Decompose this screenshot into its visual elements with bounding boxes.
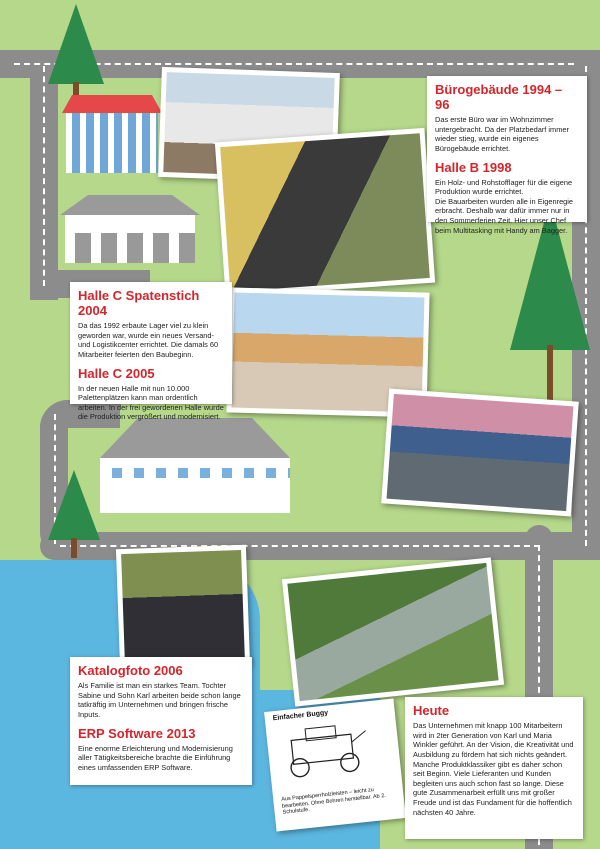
section-title: Bürogebäude 1994 – 96 bbox=[435, 82, 563, 112]
section-title: Halle C Spatenstich 2004 bbox=[78, 288, 200, 318]
photo-excavator bbox=[215, 128, 435, 297]
buggy-caption: Aus Pappelsperrholzleisten – leicht zu bearbeiten. Ohne Bohren herstellbar. Ab 2. Schulstufe. bbox=[281, 787, 387, 816]
hall-building-icon bbox=[60, 195, 200, 265]
tree-trunk bbox=[71, 538, 77, 558]
section-text: Das erste Büro war im Wohnzimmer untergebracht. Da der Platzbedarf immer wieder stieg, wurde ein eigenes Bürogebäude errichtet. bbox=[435, 115, 569, 153]
photo-family-catalog bbox=[116, 545, 250, 669]
section-text: Als Familie ist man ein starkes Team. Tochter Sabine und Sohn Karl arbeiten beide schon lange tatkräftig im Unternehmen und bringen frische Inputs. bbox=[78, 681, 241, 719]
text-box-hall-c bbox=[70, 282, 232, 422]
tree-icon bbox=[48, 470, 100, 540]
section-title: Halle C 2005 bbox=[78, 365, 155, 381]
photo-buggy-drawing bbox=[264, 699, 406, 832]
road-marking bbox=[43, 66, 45, 286]
text-box-office-hall-b bbox=[427, 76, 587, 235]
section-title: ERP Software 2013 bbox=[78, 725, 196, 741]
hall-building-icon bbox=[100, 418, 290, 513]
section-text: Eine enorme Erleichterung und Modernisierung aller Tätigkeitsbereiche brachte die Einführung eines umfassenden ERP Software. bbox=[78, 743, 233, 772]
photo-aerial-view bbox=[282, 557, 504, 706]
buggy-title: Einfacher Buggy bbox=[272, 709, 329, 723]
text-box-today bbox=[405, 697, 583, 839]
photo-hall-c bbox=[381, 389, 579, 517]
road-marking bbox=[60, 545, 540, 547]
section-title: Katalogfoto 2006 bbox=[78, 663, 183, 678]
text-box-catalog-erp bbox=[70, 657, 252, 785]
office-building-icon bbox=[62, 95, 162, 175]
section-text: Das Unternehmen mit knapp 100 Mitarbeitern wird in 2ter Generation von Karl und Maria Winkler geführt. An der Vision, die Kreativität und Ausbildung zu fördern hat sich nichts geändert. Manche Produktklassiker gibt es daher schon seit Beginn. Viele Lieferanten und Kunden begleiten uns auch schon fast so lange. Diese gute Zusammenarbeit erfüllt uns mit großer Freude und ist das Fundament für die hoffentlich nächsten 40 Jahre. bbox=[413, 721, 574, 817]
buggy-sketch bbox=[269, 711, 386, 792]
tree-icon bbox=[48, 4, 104, 84]
section-title: Heute bbox=[413, 703, 450, 718]
section-text: Ein Holz- und Rohstofflager für die eigene Produktion wurde errichtet. Die Bauarbeiten wurden alle in Eigenregie erbracht. Deshalb war dafür immer nur in den Sommerferien Zeit. Hier unser Chef beim Multitasking mit Handy am Bagger. bbox=[435, 177, 574, 235]
section-text: In der neuen Halle mit nun 10.000 Palettenplätzen kann man ordentlich arbeiten. In der frei gewordenen Halle wurde die Produktion vergrößert und modernisiert. bbox=[78, 383, 224, 422]
section-title: Halle B 1998 bbox=[435, 159, 512, 175]
section-text: Da das 1992 erbaute Lager viel zu klein geworden war, wurde ein neues Versand- und Logistikcenter errichtet. Die damals 60 Mitarbeiter feierten den Baubeginn. bbox=[78, 321, 219, 359]
tree-trunk bbox=[547, 345, 553, 405]
